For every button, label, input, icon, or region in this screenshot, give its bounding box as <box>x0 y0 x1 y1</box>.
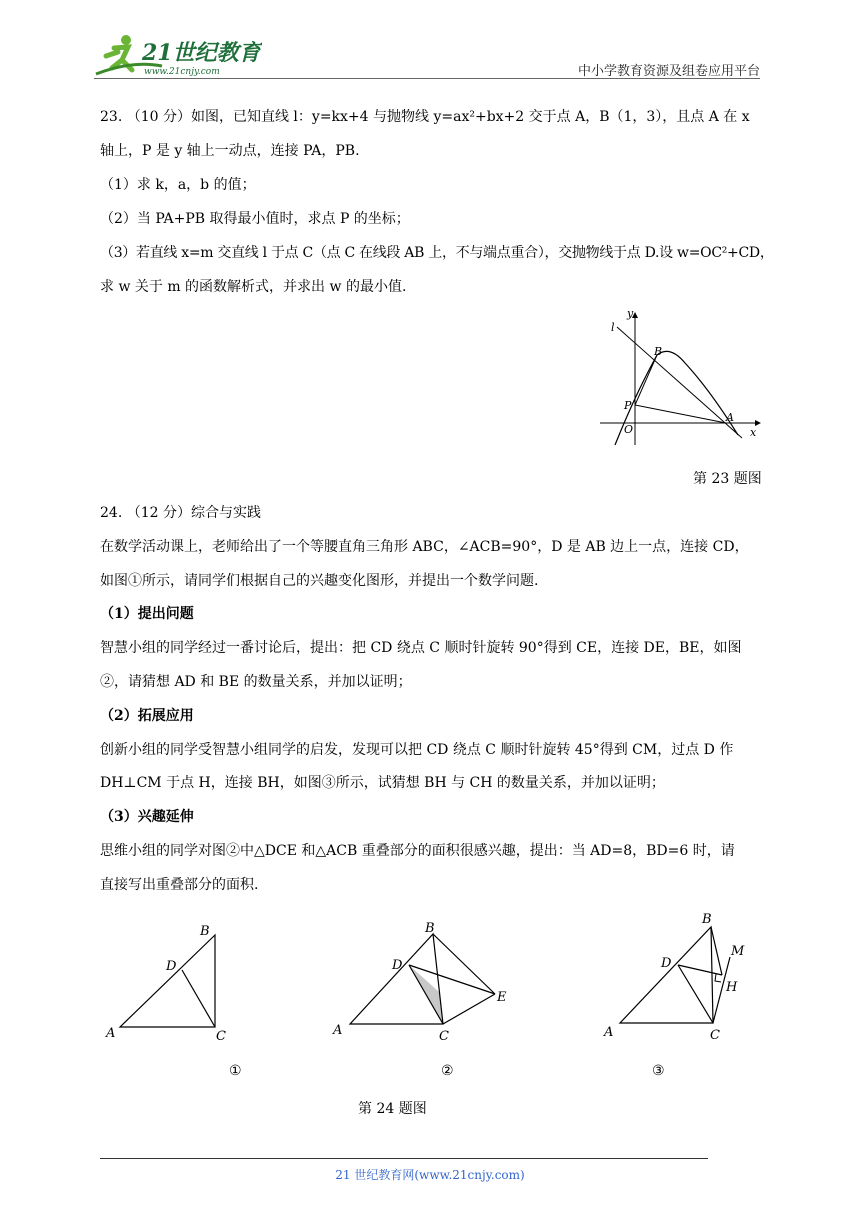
header-divider <box>94 78 760 79</box>
q24-sub1-line1: 智慧小组的同学经过一番讨论后，提出：把 CD 绕点 C 顺时针旋转 90°得到 CE，连接 DE，BE，如图 <box>100 640 742 656</box>
q23-part3-line2: 求 w 关于 m 的函数解析式，并求出 w 的最小值. <box>100 279 407 295</box>
label-a: A <box>333 1023 343 1038</box>
segment-pb <box>635 355 657 405</box>
parabola <box>615 351 738 445</box>
segment-pa <box>635 405 726 423</box>
label-c: C <box>216 1029 226 1044</box>
q23-part1: （1）求 k，a，b 的值； <box>100 177 256 193</box>
label-d: D <box>392 958 403 973</box>
label-p: P <box>624 399 632 412</box>
q23-line1: 23. （10 分）如图，已知直线 l：y=kx+4 与抛物线 y=ax²+bx+2 交于点 A，B（1，3），且点 A 在 x <box>100 109 750 125</box>
q24-sub3-line1: 思维小组的同学对图②中△DCE 和△ACB 重叠部分的面积很感兴趣，提出：当 AD=8，BD=6 时，请 <box>100 843 735 859</box>
label-y: y <box>627 307 634 320</box>
q24-sub2-line1: 创新小组的同学受智慧小组同学的启发，发现可以把 CD 绕点 C 顺时针旋转 45°得到 CM，过点 D 作 <box>100 742 734 758</box>
label-a: A <box>604 1025 614 1040</box>
q24-caption: 第 24 题图 <box>358 1101 427 1117</box>
label-o: O <box>624 423 634 436</box>
q24-sub1-line2: ②，请猜想 AD 和 BE 的数量关系，并加以证明； <box>100 674 412 690</box>
q24-sub3-title: （3）兴趣延伸 <box>100 809 194 825</box>
q23-line2: 轴上，P 是 y 轴上一动点，连接 PA，PB. <box>100 143 360 159</box>
label-h: H <box>726 980 738 995</box>
q24-sub1-title: （1）提出问题 <box>100 606 194 622</box>
q23-part2: （2）当 PA+PB 取得最小值时，求点 P 的坐标； <box>100 211 410 227</box>
label-c: C <box>439 1029 449 1044</box>
triangle-abc <box>350 934 443 1024</box>
platform-name: 中小学教育资源及组卷应用平台 <box>577 64 760 79</box>
label-e: E <box>497 990 507 1005</box>
fig1-number: ① <box>229 1063 242 1079</box>
label-b: B <box>654 345 663 358</box>
q24-intro-line1: 在数学活动课上，老师给出了一个等腰直角三角形 ABC，∠ACB=90°，D 是 AB 边上一点，连接 CD， <box>100 539 749 555</box>
label-b: B <box>425 921 435 936</box>
q24-title: 24. （12 分）综合与实践 <box>100 505 261 521</box>
segment-dh <box>678 965 722 975</box>
label-d: D <box>166 959 177 974</box>
label-c: C <box>710 1028 720 1043</box>
footer-divider <box>100 1158 708 1159</box>
triangle-abc <box>120 935 215 1027</box>
logo-text: 21世纪教育 <box>142 40 261 66</box>
segment-bh <box>711 927 722 975</box>
right-angle-mark <box>715 974 721 982</box>
segment-be <box>433 934 495 994</box>
q23-caption: 第 23 题图 <box>693 471 762 487</box>
q24-intro-line2: 如图①所示，请同学们根据自己的兴趣变化图形，并提出一个数学问题. <box>100 573 539 589</box>
footer-link[interactable]: 21 世纪教育网(www.21cnjy.com) <box>335 1168 525 1182</box>
label-b: B <box>200 924 210 939</box>
label-x: x <box>750 426 757 439</box>
line-l <box>617 327 742 438</box>
label-b: B <box>702 912 712 927</box>
fig3-number: ③ <box>652 1063 665 1079</box>
q24-figure-1 <box>100 915 240 1054</box>
logo-url: www.21cnjy.com <box>144 67 220 77</box>
fig2-number: ② <box>441 1063 454 1079</box>
label-d: D <box>661 956 672 971</box>
segment-ce <box>443 994 495 1024</box>
q23-figure <box>595 305 765 454</box>
label-l: l <box>611 321 615 334</box>
q24-figure-3 <box>598 905 758 1049</box>
q24-sub2-title: （2）拓展应用 <box>100 708 194 724</box>
label-a: A <box>726 411 734 424</box>
q23-part3-line1: （3）若直线 x=m 交直线 l 于点 C（点 C 在线段 AB 上，不与端点重合），交抛物线于点 D.设 w=OC²+CD， <box>100 245 774 261</box>
q24-sub3-line2: 直接写出重叠部分的面积. <box>100 877 259 893</box>
segment-cd <box>182 970 215 1027</box>
q24-figure-2 <box>325 912 525 1051</box>
triangle-abc <box>620 927 713 1023</box>
q24-sub2-line2: DH⊥CM 于点 H，连接 BH，如图③所示，试猜想 BH 与 CH 的数量关系，并加以证明； <box>100 775 665 791</box>
segment-cd <box>678 965 713 1023</box>
label-m: M <box>731 944 745 959</box>
label-a: A <box>106 1026 116 1041</box>
site-logo <box>92 30 262 80</box>
